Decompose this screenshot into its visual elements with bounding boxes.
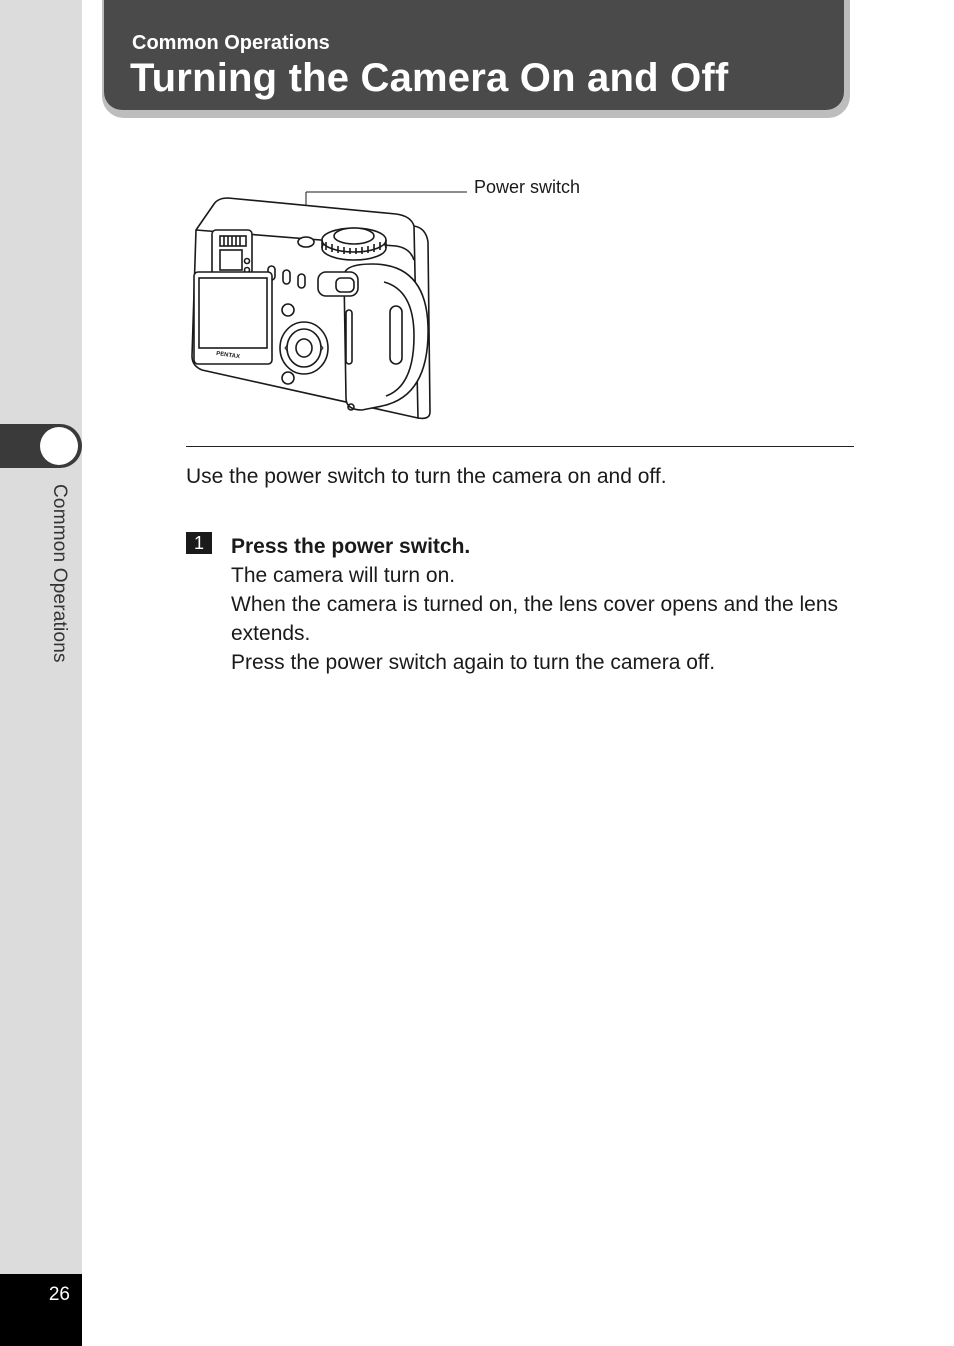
page-title: Turning the Camera On and Off [130, 56, 729, 100]
intro-text: Use the power switch to turn the camera on and off. [186, 465, 667, 488]
step-line: When the camera is turned on, the lens cover opens and the lens extends. [231, 593, 839, 645]
page-number: 26 [48, 1284, 70, 1305]
section-tab-marker [40, 427, 78, 465]
camera-illustration [186, 186, 606, 426]
divider [186, 446, 854, 447]
sidebar-section-label: Common Operations [49, 484, 70, 663]
section-heading: Common Operations [132, 32, 330, 54]
step-line: Press the power switch again to turn the camera off. [231, 651, 716, 674]
step-line: The camera will turn on. [231, 564, 456, 587]
page-header [104, 0, 844, 110]
step-1 [231, 532, 851, 677]
step-heading: Press the power switch. [231, 535, 471, 558]
sidebar [0, 0, 82, 1346]
camera-brand-label: PENTAX [215, 351, 241, 361]
power-switch-callout: Power switch [474, 177, 581, 197]
step-number: 1 [186, 532, 212, 554]
